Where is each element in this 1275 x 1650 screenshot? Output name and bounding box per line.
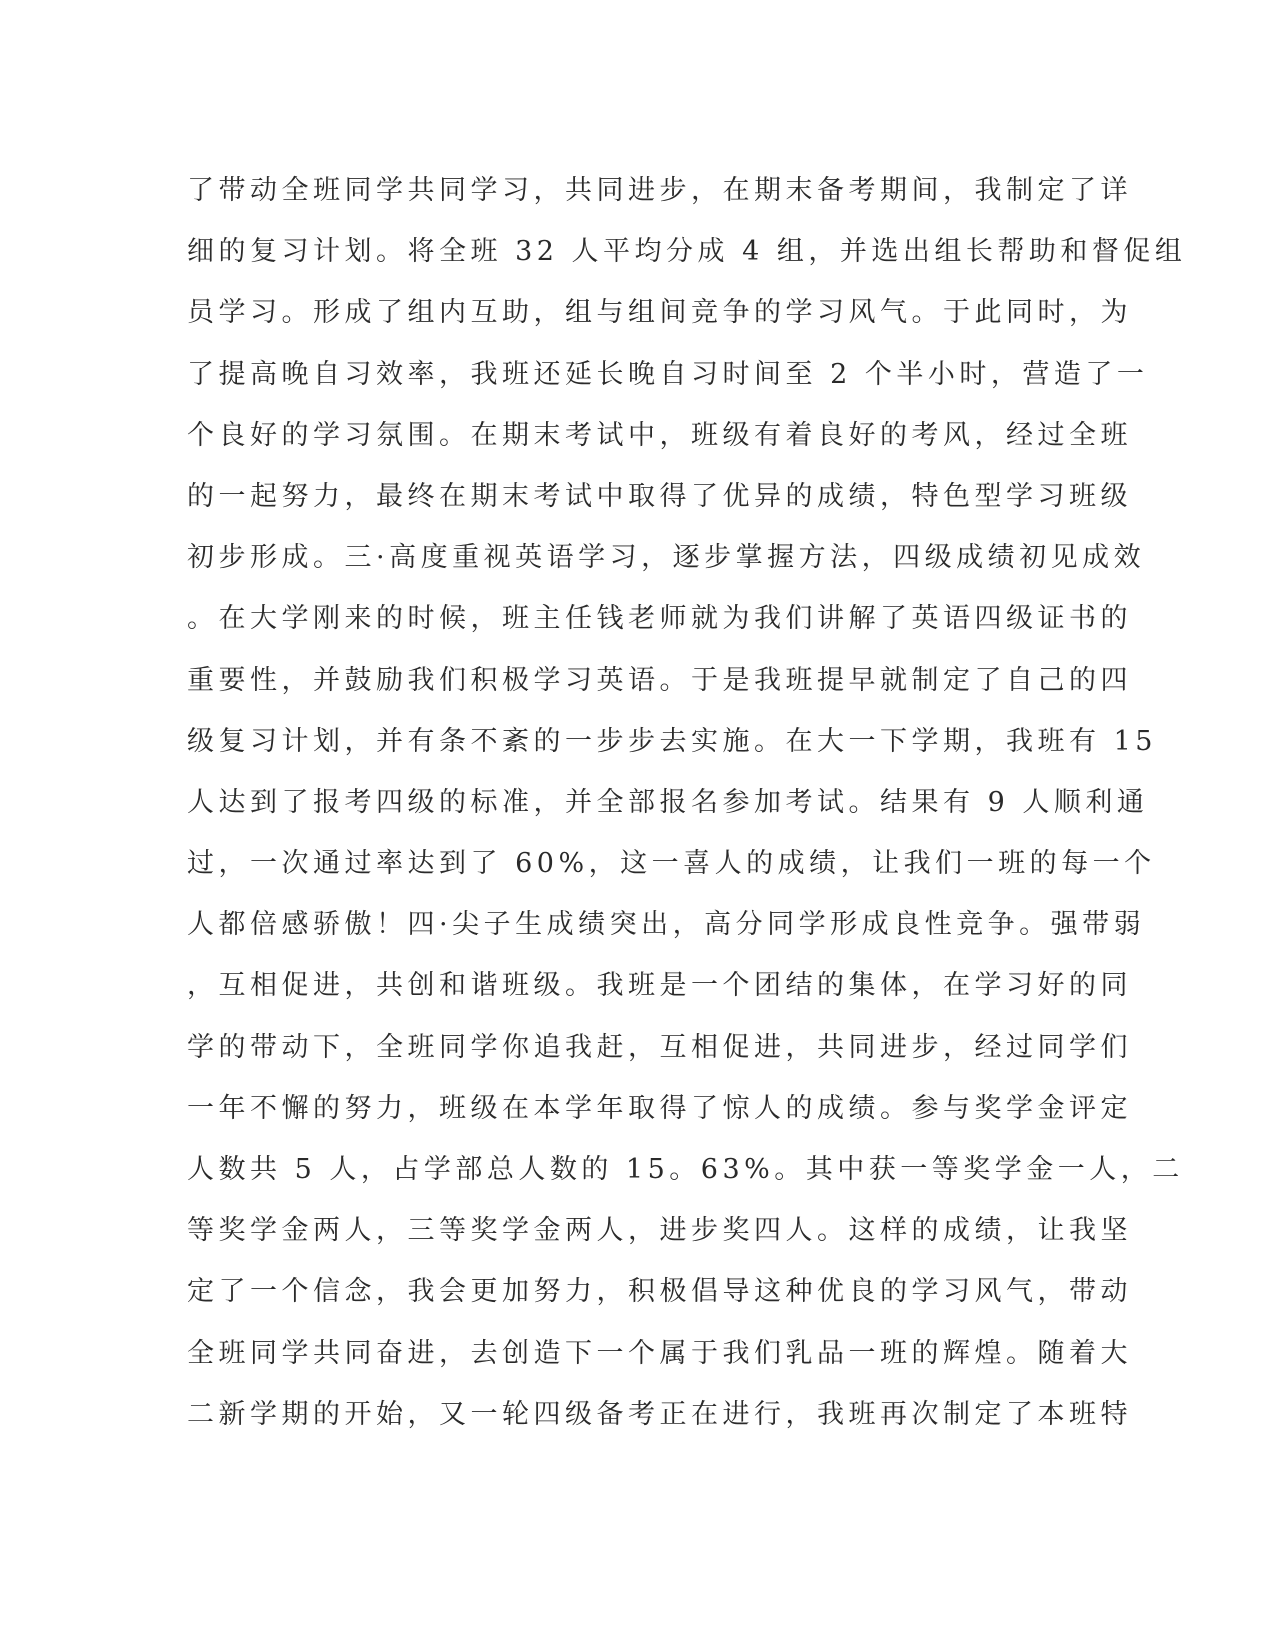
text-line: 了带动全班同学共同学习，共同进步，在期末备考期间，我制定了详 bbox=[187, 175, 1132, 206]
text-line: 初步形成。三·高度重视英语学习，逐步掌握方法，四级成绩初见成效 bbox=[187, 542, 1146, 574]
text-line: 一年不懈的努力，班级在本学年取得了惊人的成绩。参与奖学金评定 bbox=[187, 1092, 1132, 1124]
text-line: 人数共 5 人，占学部总人数的 15。63%。其中获一等奖学金一人，二 bbox=[187, 1154, 1184, 1185]
text-line: 的一起努力，最终在期末考试中取得了优异的成绩，特色型学习班级 bbox=[187, 480, 1132, 512]
text-line: 定了一个信念，我会更加努力，积极倡导这种优良的学习风气，带动 bbox=[187, 1276, 1132, 1308]
text-line: ，互相促进，共创和谐班级。我班是一个团结的集体，在学习好的同 bbox=[187, 970, 1132, 1002]
text-line: 细的复习计划。将全班 32 人平均分成 4 组，并选出组长帮助和督促组 bbox=[187, 236, 1187, 268]
text-line: 个良好的学习氛围。在期末考试中，班级有着良好的考风，经过全班 bbox=[187, 419, 1132, 451]
text-line: 二新学期的开始，又一轮四级备考正在进行，我班再次制定了本班特 bbox=[187, 1398, 1132, 1430]
text-line: 学的带动下，全班同学你追我赶，互相促进，共同进步，经过同学们 bbox=[187, 1031, 1132, 1063]
text-line: 重要性，并鼓励我们积极学习英语。于是我班提早就制定了自己的四 bbox=[187, 664, 1132, 696]
text-line: 级复习计划，并有条不紊的一步步去实施。在大一下学期，我班有 15 bbox=[187, 725, 1157, 757]
text-line: 人都倍感骄傲！四·尖子生成绩突出，高分同学形成良性竞争。强带弱 bbox=[187, 909, 1146, 941]
text-line: 全班同学共同奋进，去创造下一个属于我们乳品一班的辉煌。随着大 bbox=[187, 1337, 1132, 1369]
text-line: 。在大学刚来的时候，班主任钱老师就为我们讲解了英语四级证书的 bbox=[187, 603, 1132, 635]
text-line: 人达到了报考四级的标准，并全部报名参加考试。结果有 9 人顺利通 bbox=[187, 786, 1149, 818]
text-line: 等奖学金两人，三等奖学金两人，进步奖四人。这样的成绩，让我坚 bbox=[187, 1215, 1132, 1247]
text-line: 员学习。形成了组内互助，组与组间竞争的学习风气。于此同时，为 bbox=[187, 297, 1132, 329]
body-text bbox=[187, 160, 1187, 1445]
text-line: 过，一次通过率达到了 60%，这一喜人的成绩，让我们一班的每一个 bbox=[187, 848, 1156, 880]
text-line: 了提高晚自习效率，我班还延长晚自习时间至 2 个半小时，营造了一 bbox=[187, 358, 1149, 390]
